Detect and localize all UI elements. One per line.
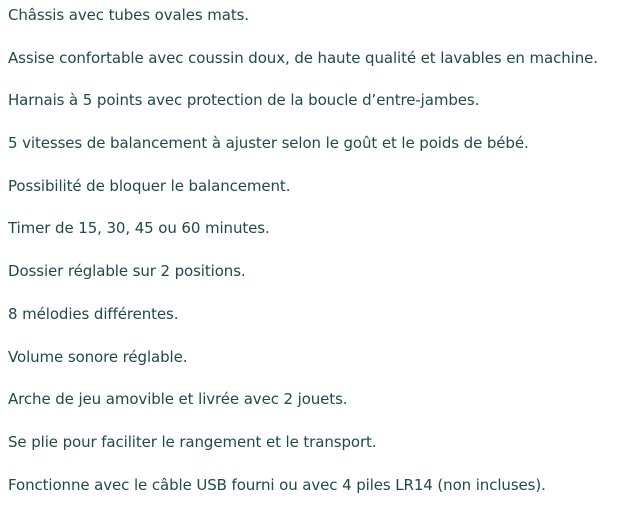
feature-swing-speeds: 5 vitesses de balancement à ajuster selon le goût et le poids de bébé. bbox=[8, 134, 529, 153]
feature-harness: Harnais à 5 points avec protection de la boucle d’entre-jambes. bbox=[8, 91, 480, 110]
feature-swing-lock: Possibilité de bloquer le balancement. bbox=[8, 176, 291, 195]
feature-chassis: Châssis avec tubes ovales mats. bbox=[8, 6, 249, 24]
feature-backrest: Dossier réglable sur 2 positions. bbox=[8, 262, 246, 281]
feature-play-arch: Arche de jeu amovible et livrée avec 2 jouets. bbox=[8, 390, 348, 409]
product-features-list bbox=[8, 4, 632, 516]
feature-melodies: 8 mélodies différentes. bbox=[8, 304, 179, 323]
feature-folding: Se plie pour faciliter le rangement et le transport. bbox=[8, 432, 377, 451]
feature-seat: Assise confortable avec coussin doux, de haute qualité et lavables en machine. bbox=[8, 48, 598, 67]
feature-power: Fonctionne avec le câble USB fourni ou avec 4 piles LR14 (non incluses). bbox=[8, 475, 546, 494]
feature-timer: Timer de 15, 30, 45 ou 60 minutes. bbox=[8, 219, 270, 238]
feature-volume: Volume sonore réglable. bbox=[8, 347, 188, 366]
